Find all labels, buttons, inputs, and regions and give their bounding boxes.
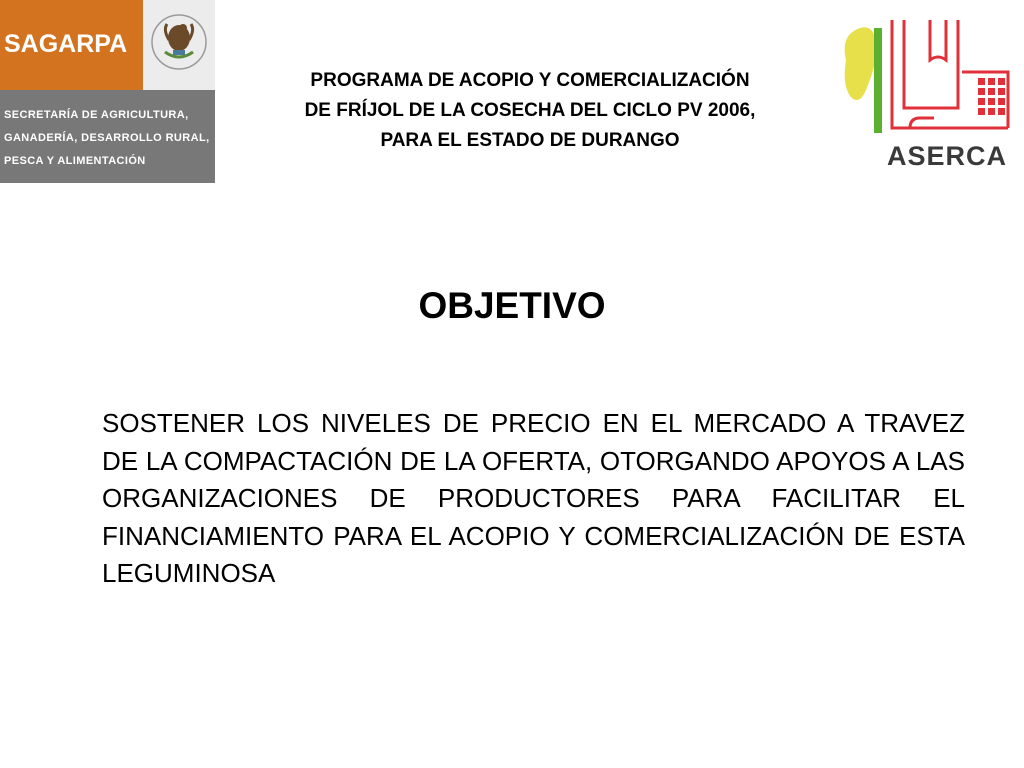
objective-body: SOSTENER LOS NIVELES DE PRECIO EN EL MERCADO A TRAVEZ DE LA COMPACTACIÓN DE LA OFERTA, OTORGANDO APOYOS A LAS ORGANIZACIONES DE PRODUCTORES PARA FACILITAR EL FINANCIAMIENTO PARA EL ACOPIO Y COMERCIALIZACIÓN DE ESTA LEGUMINOSA <box>102 408 965 588</box>
objective-heading: OBJETIVO <box>418 285 606 326</box>
aserca-name: ASERCA <box>887 141 1008 171</box>
mexico-seal-icon <box>143 0 215 90</box>
sagarpa-logo <box>0 0 215 183</box>
mexico-seal-graphic <box>143 0 215 90</box>
sagarpa-name: SAGARPA <box>4 30 128 58</box>
program-title: PROGRAMA DE ACOPIO Y COMERCIALIZACIÓN DE FRÍJOL DE LA COSECHA DEL CICLO PV 2006, PARA EL ESTADO DE DURANGO <box>304 70 756 151</box>
sagarpa-subtitle: SECRETARÍA DE AGRICULTURA, GANADERÍA, DESARROLLO RURAL, PESCA Y ALIMENTACIÓN <box>4 109 210 167</box>
